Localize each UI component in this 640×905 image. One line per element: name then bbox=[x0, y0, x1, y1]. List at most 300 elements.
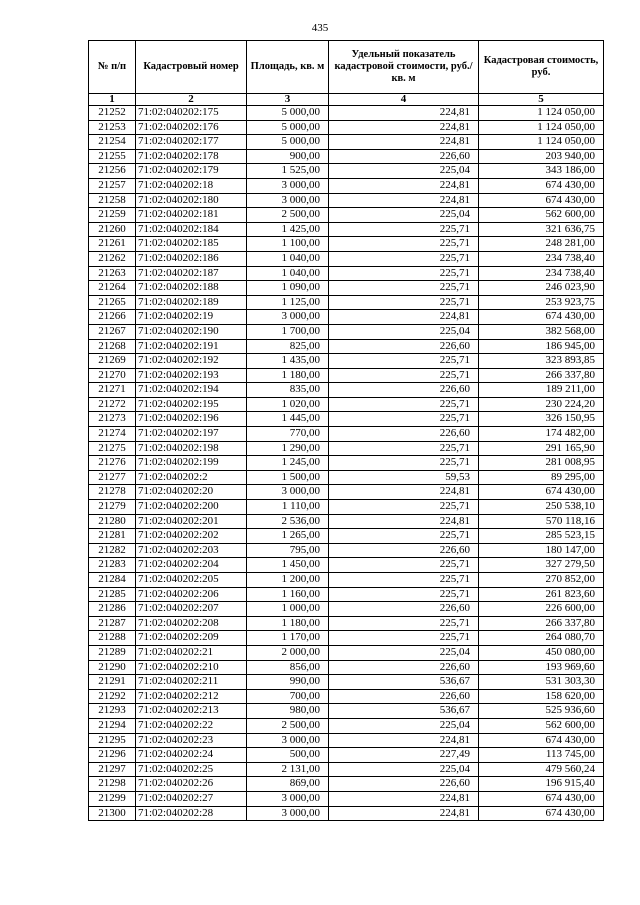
table-row bbox=[89, 602, 604, 617]
cadastral-number: 71:02:040202:20 bbox=[136, 485, 247, 500]
cadastral-value: 113 745,00 bbox=[479, 748, 604, 763]
table-row bbox=[89, 193, 604, 208]
cadastral-value: 180 147,00 bbox=[479, 543, 604, 558]
cadastral-number: 71:02:040202:187 bbox=[136, 266, 247, 281]
cadastral-number: 71:02:040202:21 bbox=[136, 645, 247, 660]
area: 2 500,00 bbox=[247, 718, 329, 733]
row-number: 21298 bbox=[89, 777, 136, 792]
specific-value: 224,81 bbox=[329, 791, 479, 806]
table-row bbox=[89, 222, 604, 237]
specific-value: 225,71 bbox=[329, 616, 479, 631]
specific-value: 224,81 bbox=[329, 135, 479, 150]
row-number: 21286 bbox=[89, 602, 136, 617]
cadastral-value: 250 538,10 bbox=[479, 500, 604, 515]
cadastral-value: 327 279,50 bbox=[479, 558, 604, 573]
row-number: 21290 bbox=[89, 660, 136, 675]
cadastral-value: 266 337,80 bbox=[479, 616, 604, 631]
area: 3 000,00 bbox=[247, 310, 329, 325]
table-row bbox=[89, 718, 604, 733]
area: 1 445,00 bbox=[247, 412, 329, 427]
row-number: 21255 bbox=[89, 149, 136, 164]
cadastral-value: 174 482,00 bbox=[479, 427, 604, 442]
table-header-row bbox=[89, 41, 604, 94]
row-number: 21278 bbox=[89, 485, 136, 500]
table-row bbox=[89, 791, 604, 806]
cadastral-number: 71:02:040202:181 bbox=[136, 208, 247, 223]
cadastral-number: 71:02:040202:186 bbox=[136, 251, 247, 266]
area: 980,00 bbox=[247, 704, 329, 719]
cadastral-value: 203 940,00 bbox=[479, 149, 604, 164]
specific-value: 225,71 bbox=[329, 251, 479, 266]
row-number: 21275 bbox=[89, 441, 136, 456]
area: 2 500,00 bbox=[247, 208, 329, 223]
table-row bbox=[89, 500, 604, 515]
column-number: 2 bbox=[136, 94, 247, 106]
cadastral-number: 71:02:040202:23 bbox=[136, 733, 247, 748]
area: 770,00 bbox=[247, 427, 329, 442]
table-row bbox=[89, 485, 604, 500]
specific-value: 226,60 bbox=[329, 383, 479, 398]
specific-value: 225,04 bbox=[329, 718, 479, 733]
row-number: 21272 bbox=[89, 397, 136, 412]
cadastral-value: 674 430,00 bbox=[479, 310, 604, 325]
specific-value: 226,60 bbox=[329, 149, 479, 164]
row-number: 21288 bbox=[89, 631, 136, 646]
column-number: 5 bbox=[479, 94, 604, 106]
table-row bbox=[89, 368, 604, 383]
cadastral-value: 674 430,00 bbox=[479, 178, 604, 193]
cadastral-value: 230 224,20 bbox=[479, 397, 604, 412]
row-number: 21267 bbox=[89, 324, 136, 339]
area: 795,00 bbox=[247, 543, 329, 558]
table-row bbox=[89, 324, 604, 339]
area: 1 090,00 bbox=[247, 281, 329, 296]
cadastral-number: 71:02:040202:204 bbox=[136, 558, 247, 573]
cadastral-number: 71:02:040202:199 bbox=[136, 456, 247, 471]
cadastral-number: 71:02:040202:24 bbox=[136, 748, 247, 763]
row-number: 21284 bbox=[89, 573, 136, 588]
specific-value: 226,60 bbox=[329, 689, 479, 704]
area: 2 536,00 bbox=[247, 514, 329, 529]
area: 900,00 bbox=[247, 149, 329, 164]
cadastral-value: 531 303,30 bbox=[479, 675, 604, 690]
cadastral-value: 264 080,70 bbox=[479, 631, 604, 646]
cadastral-value: 281 008,95 bbox=[479, 456, 604, 471]
specific-value: 225,71 bbox=[329, 558, 479, 573]
table-row bbox=[89, 748, 604, 763]
cadastral-number: 71:02:040202:212 bbox=[136, 689, 247, 704]
table-row bbox=[89, 237, 604, 252]
area: 1 435,00 bbox=[247, 354, 329, 369]
area: 2 131,00 bbox=[247, 762, 329, 777]
area: 1 245,00 bbox=[247, 456, 329, 471]
table-row bbox=[89, 412, 604, 427]
area: 500,00 bbox=[247, 748, 329, 763]
area: 990,00 bbox=[247, 675, 329, 690]
row-number: 21257 bbox=[89, 178, 136, 193]
row-number: 21262 bbox=[89, 251, 136, 266]
cadastral-number: 71:02:040202:195 bbox=[136, 397, 247, 412]
table-row bbox=[89, 529, 604, 544]
cadastral-value: 1 124 050,00 bbox=[479, 135, 604, 150]
table-row bbox=[89, 339, 604, 354]
area: 1 265,00 bbox=[247, 529, 329, 544]
area: 3 000,00 bbox=[247, 791, 329, 806]
row-number: 21263 bbox=[89, 266, 136, 281]
header-specific-value: Удельный показатель кадастровой стоимости, руб./кв. м bbox=[329, 41, 479, 94]
area: 825,00 bbox=[247, 339, 329, 354]
cadastral-value: 234 738,40 bbox=[479, 266, 604, 281]
specific-value: 224,81 bbox=[329, 193, 479, 208]
cadastral-value: 562 600,00 bbox=[479, 208, 604, 223]
cadastral-value: 674 430,00 bbox=[479, 193, 604, 208]
specific-value: 225,71 bbox=[329, 587, 479, 602]
table-row bbox=[89, 135, 604, 150]
specific-value: 225,04 bbox=[329, 164, 479, 179]
cadastral-number: 71:02:040202:211 bbox=[136, 675, 247, 690]
row-number: 21260 bbox=[89, 222, 136, 237]
cadastral-value: 234 738,40 bbox=[479, 251, 604, 266]
area: 1 290,00 bbox=[247, 441, 329, 456]
cadastral-number: 71:02:040202:190 bbox=[136, 324, 247, 339]
cadastral-number: 71:02:040202:202 bbox=[136, 529, 247, 544]
specific-value: 536,67 bbox=[329, 704, 479, 719]
table-row bbox=[89, 441, 604, 456]
cadastral-value: 158 620,00 bbox=[479, 689, 604, 704]
row-number: 21299 bbox=[89, 791, 136, 806]
area: 856,00 bbox=[247, 660, 329, 675]
cadastral-number: 71:02:040202:2 bbox=[136, 470, 247, 485]
specific-value: 225,71 bbox=[329, 237, 479, 252]
table-row bbox=[89, 281, 604, 296]
cadastral-number: 71:02:040202:180 bbox=[136, 193, 247, 208]
cadastral-value: 248 281,00 bbox=[479, 237, 604, 252]
cadastral-value: 570 118,16 bbox=[479, 514, 604, 529]
row-number: 21276 bbox=[89, 456, 136, 471]
row-number: 21282 bbox=[89, 543, 136, 558]
row-number: 21254 bbox=[89, 135, 136, 150]
row-number: 21256 bbox=[89, 164, 136, 179]
row-number: 21277 bbox=[89, 470, 136, 485]
row-number: 21281 bbox=[89, 529, 136, 544]
row-number: 21253 bbox=[89, 120, 136, 135]
row-number: 21271 bbox=[89, 383, 136, 398]
cadastral-value: 674 430,00 bbox=[479, 733, 604, 748]
row-number: 21295 bbox=[89, 733, 136, 748]
row-number: 21297 bbox=[89, 762, 136, 777]
cadastral-value: 562 600,00 bbox=[479, 718, 604, 733]
table-row bbox=[89, 558, 604, 573]
cadastral-value: 674 430,00 bbox=[479, 791, 604, 806]
cadastral-value-table bbox=[88, 40, 604, 821]
table-row bbox=[89, 689, 604, 704]
cadastral-value: 291 165,90 bbox=[479, 441, 604, 456]
column-number: 3 bbox=[247, 94, 329, 106]
table-row bbox=[89, 470, 604, 485]
table-row bbox=[89, 660, 604, 675]
cadastral-value: 189 211,00 bbox=[479, 383, 604, 398]
cadastral-number: 71:02:040202:28 bbox=[136, 806, 247, 821]
area: 1 500,00 bbox=[247, 470, 329, 485]
cadastral-number: 71:02:040202:179 bbox=[136, 164, 247, 179]
table-row bbox=[89, 456, 604, 471]
cadastral-number: 71:02:040202:185 bbox=[136, 237, 247, 252]
row-number: 21261 bbox=[89, 237, 136, 252]
row-number: 21293 bbox=[89, 704, 136, 719]
area: 1 000,00 bbox=[247, 602, 329, 617]
header-cadastral-value: Кадастровая стоимость, руб. bbox=[479, 41, 604, 94]
area: 1 200,00 bbox=[247, 573, 329, 588]
table-row bbox=[89, 543, 604, 558]
cadastral-number: 71:02:040202:196 bbox=[136, 412, 247, 427]
specific-value: 536,67 bbox=[329, 675, 479, 690]
specific-value: 226,60 bbox=[329, 602, 479, 617]
cadastral-number: 71:02:040202:209 bbox=[136, 631, 247, 646]
specific-value: 225,71 bbox=[329, 500, 479, 515]
cadastral-number: 71:02:040202:205 bbox=[136, 573, 247, 588]
specific-value: 225,71 bbox=[329, 368, 479, 383]
cadastral-number: 71:02:040202:208 bbox=[136, 616, 247, 631]
cadastral-number: 71:02:040202:197 bbox=[136, 427, 247, 442]
header-area: Площадь, кв. м bbox=[247, 41, 329, 94]
table-row bbox=[89, 178, 604, 193]
column-number: 4 bbox=[329, 94, 479, 106]
area: 869,00 bbox=[247, 777, 329, 792]
header-cadastral-number: Кадастровый номер bbox=[136, 41, 247, 94]
row-number: 21289 bbox=[89, 645, 136, 660]
table-row bbox=[89, 266, 604, 281]
row-number: 21252 bbox=[89, 106, 136, 121]
table-row bbox=[89, 573, 604, 588]
cadastral-value: 326 150,95 bbox=[479, 412, 604, 427]
cadastral-number: 71:02:040202:201 bbox=[136, 514, 247, 529]
row-number: 21291 bbox=[89, 675, 136, 690]
cadastral-value: 479 560,24 bbox=[479, 762, 604, 777]
specific-value: 226,60 bbox=[329, 543, 479, 558]
cadastral-value: 323 893,85 bbox=[479, 354, 604, 369]
area: 1 040,00 bbox=[247, 266, 329, 281]
cadastral-number: 71:02:040202:184 bbox=[136, 222, 247, 237]
cadastral-value: 343 186,00 bbox=[479, 164, 604, 179]
area: 1 450,00 bbox=[247, 558, 329, 573]
row-number: 21265 bbox=[89, 295, 136, 310]
row-number: 21296 bbox=[89, 748, 136, 763]
specific-value: 59,53 bbox=[329, 470, 479, 485]
table-row bbox=[89, 762, 604, 777]
row-number: 21300 bbox=[89, 806, 136, 821]
table-row bbox=[89, 208, 604, 223]
cadastral-number: 71:02:040202:22 bbox=[136, 718, 247, 733]
cadastral-value: 674 430,00 bbox=[479, 485, 604, 500]
specific-value: 226,60 bbox=[329, 339, 479, 354]
cadastral-number: 71:02:040202:18 bbox=[136, 178, 247, 193]
specific-value: 227,49 bbox=[329, 748, 479, 763]
cadastral-value: 1 124 050,00 bbox=[479, 106, 604, 121]
row-number: 21259 bbox=[89, 208, 136, 223]
row-number: 21273 bbox=[89, 412, 136, 427]
specific-value: 225,04 bbox=[329, 762, 479, 777]
cadastral-value: 186 945,00 bbox=[479, 339, 604, 354]
specific-value: 224,81 bbox=[329, 514, 479, 529]
area: 1 425,00 bbox=[247, 222, 329, 237]
cadastral-number: 71:02:040202:213 bbox=[136, 704, 247, 719]
specific-value: 224,81 bbox=[329, 733, 479, 748]
specific-value: 225,04 bbox=[329, 324, 479, 339]
specific-value: 225,71 bbox=[329, 222, 479, 237]
page-number: 435 bbox=[311, 22, 329, 34]
area: 5 000,00 bbox=[247, 135, 329, 150]
specific-value: 225,71 bbox=[329, 397, 479, 412]
area: 835,00 bbox=[247, 383, 329, 398]
cadastral-number: 71:02:040202:175 bbox=[136, 106, 247, 121]
cadastral-number: 71:02:040202:206 bbox=[136, 587, 247, 602]
cadastral-value: 674 430,00 bbox=[479, 806, 604, 821]
area: 3 000,00 bbox=[247, 806, 329, 821]
specific-value: 224,81 bbox=[329, 106, 479, 121]
cadastral-number: 71:02:040202:200 bbox=[136, 500, 247, 515]
row-number: 21269 bbox=[89, 354, 136, 369]
cadastral-number: 71:02:040202:177 bbox=[136, 135, 247, 150]
table-row bbox=[89, 354, 604, 369]
row-number: 21292 bbox=[89, 689, 136, 704]
cadastral-number: 71:02:040202:203 bbox=[136, 543, 247, 558]
specific-value: 225,04 bbox=[329, 645, 479, 660]
cadastral-value: 321 636,75 bbox=[479, 222, 604, 237]
cadastral-value: 89 295,00 bbox=[479, 470, 604, 485]
row-number: 21266 bbox=[89, 310, 136, 325]
specific-value: 224,81 bbox=[329, 178, 479, 193]
row-number: 21270 bbox=[89, 368, 136, 383]
area: 1 125,00 bbox=[247, 295, 329, 310]
table-row bbox=[89, 149, 604, 164]
specific-value: 224,81 bbox=[329, 310, 479, 325]
cadastral-number: 71:02:040202:193 bbox=[136, 368, 247, 383]
cadastral-value: 196 915,40 bbox=[479, 777, 604, 792]
area: 1 180,00 bbox=[247, 368, 329, 383]
specific-value: 226,60 bbox=[329, 427, 479, 442]
cadastral-value: 450 080,00 bbox=[479, 645, 604, 660]
cadastral-number: 71:02:040202:210 bbox=[136, 660, 247, 675]
specific-value: 225,71 bbox=[329, 573, 479, 588]
specific-value: 224,81 bbox=[329, 806, 479, 821]
cadastral-value: 266 337,80 bbox=[479, 368, 604, 383]
table-row bbox=[89, 777, 604, 792]
column-number: 1 bbox=[89, 94, 136, 106]
table-row bbox=[89, 164, 604, 179]
row-number: 21283 bbox=[89, 558, 136, 573]
table-row bbox=[89, 675, 604, 690]
cadastral-number: 71:02:040202:191 bbox=[136, 339, 247, 354]
cadastral-number: 71:02:040202:25 bbox=[136, 762, 247, 777]
cadastral-value: 285 523,15 bbox=[479, 529, 604, 544]
row-number: 21294 bbox=[89, 718, 136, 733]
cadastral-number: 71:02:040202:188 bbox=[136, 281, 247, 296]
area: 1 100,00 bbox=[247, 237, 329, 252]
area: 1 180,00 bbox=[247, 616, 329, 631]
cadastral-number: 71:02:040202:178 bbox=[136, 149, 247, 164]
cadastral-value: 270 852,00 bbox=[479, 573, 604, 588]
cadastral-number: 71:02:040202:207 bbox=[136, 602, 247, 617]
table-row bbox=[89, 587, 604, 602]
specific-value: 224,81 bbox=[329, 120, 479, 135]
table-row bbox=[89, 616, 604, 631]
specific-value: 225,71 bbox=[329, 412, 479, 427]
cadastral-value: 382 568,00 bbox=[479, 324, 604, 339]
specific-value: 225,04 bbox=[329, 208, 479, 223]
cadastral-number: 71:02:040202:26 bbox=[136, 777, 247, 792]
specific-value: 225,71 bbox=[329, 456, 479, 471]
area: 1 170,00 bbox=[247, 631, 329, 646]
area: 1 020,00 bbox=[247, 397, 329, 412]
row-number: 21258 bbox=[89, 193, 136, 208]
cadastral-value: 193 969,60 bbox=[479, 660, 604, 675]
cadastral-value: 525 936,60 bbox=[479, 704, 604, 719]
cadastral-number: 71:02:040202:194 bbox=[136, 383, 247, 398]
area: 1 700,00 bbox=[247, 324, 329, 339]
area: 1 160,00 bbox=[247, 587, 329, 602]
table-row bbox=[89, 295, 604, 310]
specific-value: 225,71 bbox=[329, 354, 479, 369]
area: 2 000,00 bbox=[247, 645, 329, 660]
area: 1 525,00 bbox=[247, 164, 329, 179]
specific-value: 225,71 bbox=[329, 529, 479, 544]
row-number: 21285 bbox=[89, 587, 136, 602]
cadastral-value: 261 823,60 bbox=[479, 587, 604, 602]
header-number: № п/п bbox=[89, 41, 136, 94]
specific-value: 225,71 bbox=[329, 631, 479, 646]
table-row bbox=[89, 631, 604, 646]
table-row bbox=[89, 251, 604, 266]
specific-value: 225,71 bbox=[329, 281, 479, 296]
specific-value: 226,60 bbox=[329, 660, 479, 675]
table-row bbox=[89, 383, 604, 398]
table-row bbox=[89, 806, 604, 821]
area: 5 000,00 bbox=[247, 106, 329, 121]
table-row bbox=[89, 645, 604, 660]
row-number: 21280 bbox=[89, 514, 136, 529]
cadastral-value: 253 923,75 bbox=[479, 295, 604, 310]
table-row bbox=[89, 427, 604, 442]
row-number: 21268 bbox=[89, 339, 136, 354]
cadastral-number: 71:02:040202:27 bbox=[136, 791, 247, 806]
specific-value: 224,81 bbox=[329, 485, 479, 500]
row-number: 21279 bbox=[89, 500, 136, 515]
table-row bbox=[89, 514, 604, 529]
table-row bbox=[89, 120, 604, 135]
area: 700,00 bbox=[247, 689, 329, 704]
area: 1 040,00 bbox=[247, 251, 329, 266]
row-number: 21274 bbox=[89, 427, 136, 442]
table-row bbox=[89, 106, 604, 121]
cadastral-number: 71:02:040202:19 bbox=[136, 310, 247, 325]
column-number-row bbox=[89, 94, 604, 106]
area: 3 000,00 bbox=[247, 178, 329, 193]
specific-value: 225,71 bbox=[329, 441, 479, 456]
cadastral-value: 1 124 050,00 bbox=[479, 120, 604, 135]
row-number: 21264 bbox=[89, 281, 136, 296]
specific-value: 226,60 bbox=[329, 777, 479, 792]
table-row bbox=[89, 733, 604, 748]
cadastral-value: 226 600,00 bbox=[479, 602, 604, 617]
table-row bbox=[89, 310, 604, 325]
area: 3 000,00 bbox=[247, 485, 329, 500]
row-number: 21287 bbox=[89, 616, 136, 631]
specific-value: 225,71 bbox=[329, 266, 479, 281]
area: 1 110,00 bbox=[247, 500, 329, 515]
cadastral-number: 71:02:040202:176 bbox=[136, 120, 247, 135]
cadastral-number: 71:02:040202:192 bbox=[136, 354, 247, 369]
table-body bbox=[89, 106, 604, 821]
